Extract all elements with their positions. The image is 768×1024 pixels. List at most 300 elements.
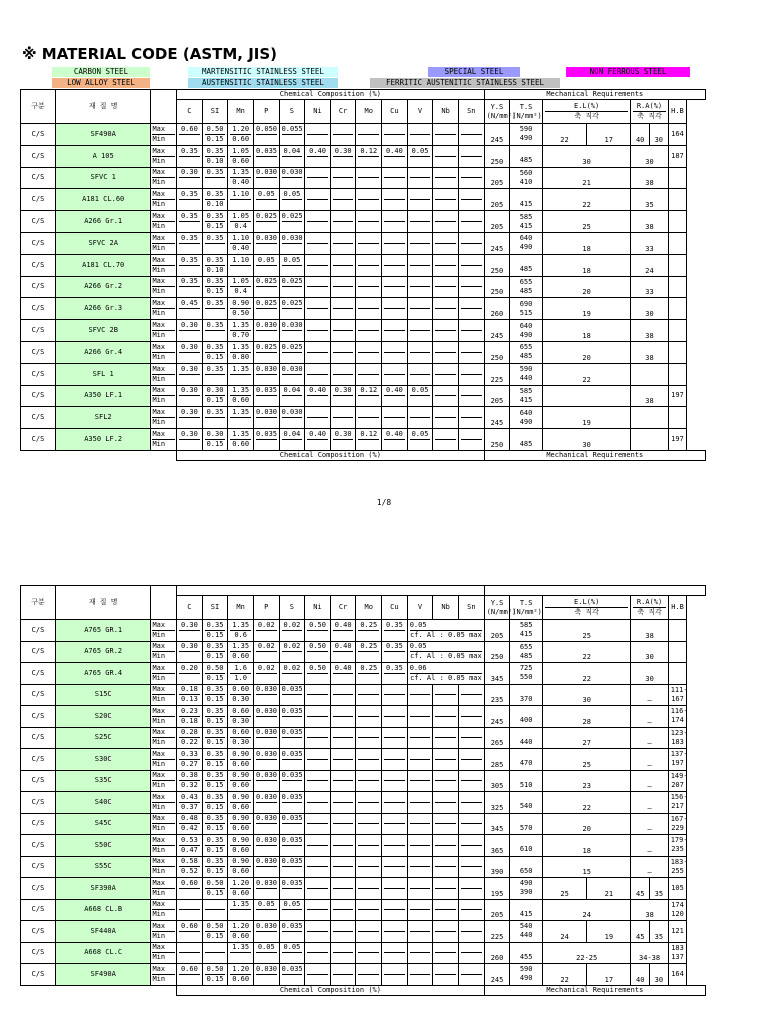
min-value (307, 695, 328, 704)
tensile-strength (510, 641, 543, 663)
material-name: SF490A (55, 964, 151, 986)
header-element: Sn (458, 100, 484, 124)
min-value (230, 200, 251, 209)
max-min-label (151, 145, 177, 167)
min-value (205, 910, 226, 919)
ts-bottom: 490 (519, 330, 533, 339)
max-value: 0.30 (334, 386, 352, 395)
max-value: 0.030 (255, 233, 278, 242)
max-value (307, 707, 328, 717)
max-value (333, 212, 354, 222)
yield-strength: 205 (484, 385, 510, 407)
tensile-strength (510, 363, 543, 385)
max-min-label (151, 663, 177, 685)
min-value: 0.60 (232, 396, 250, 405)
element-value (356, 727, 382, 749)
max-value (333, 900, 354, 910)
max-label: Max (152, 685, 175, 695)
row-class: C/S (21, 899, 56, 921)
min-label: Min (152, 309, 166, 318)
max-value (410, 771, 431, 781)
min-value (435, 309, 456, 318)
min-value (435, 695, 456, 704)
min-value (384, 824, 405, 833)
min-label: Min (152, 418, 166, 427)
material-name: SF490A (55, 124, 151, 146)
hardness: 137-197 (668, 749, 687, 771)
min-value: 0.60 (232, 440, 250, 449)
element-value (433, 298, 459, 320)
element-value (279, 641, 305, 663)
max-value: 0.05 (410, 642, 482, 652)
min-label: Min (152, 716, 166, 725)
el-transverse: 17 (587, 964, 631, 986)
max-value: 0.40 (309, 430, 326, 439)
max-value: 0.05 (257, 255, 275, 264)
max-value (205, 900, 226, 910)
element-value (177, 145, 203, 167)
row-class: C/S (21, 341, 56, 363)
min-value: 0.80 (232, 352, 250, 361)
table-row (21, 835, 748, 857)
header-ax-jik: 축 직각 (574, 112, 599, 120)
element-value (253, 749, 279, 771)
min-value (179, 674, 200, 683)
min-value (282, 309, 303, 318)
element-value (356, 145, 382, 167)
element-value (228, 320, 254, 342)
min-value (435, 418, 456, 427)
row-class: C/S (21, 770, 56, 792)
element-value (305, 856, 331, 878)
max-value (307, 685, 328, 695)
min-value (333, 331, 354, 340)
max-value (384, 212, 405, 222)
footer-blank (21, 985, 177, 995)
max-value: 1.35 (232, 342, 250, 351)
max-min-label (151, 684, 177, 706)
min-value (333, 440, 354, 449)
min-value: 0.15 (206, 134, 224, 143)
header-maxmin (151, 90, 177, 124)
min-value (307, 760, 328, 769)
max-value: 0.35 (385, 663, 403, 672)
min-label: Min (152, 374, 166, 383)
element-value (202, 620, 228, 642)
el-value: 24 (542, 899, 631, 921)
tensile-strength (510, 921, 543, 943)
element-value (253, 835, 279, 857)
yield-strength: 225 (484, 921, 510, 943)
element-value (279, 878, 305, 900)
ra-value: 33 (631, 276, 668, 298)
yield-strength: 205 (484, 620, 510, 642)
min-value (410, 309, 431, 318)
min-value (256, 889, 277, 898)
max-value: 0.035 (281, 792, 303, 801)
element-value (177, 856, 203, 878)
material-name: A266 Gr.4 (55, 341, 151, 363)
min-value: 0.30 (232, 716, 250, 725)
min-value (435, 760, 456, 769)
element-value (279, 189, 305, 211)
max-value: 1.35 (232, 386, 250, 395)
ts-top: 590 (519, 965, 533, 974)
min-value (179, 375, 200, 384)
max-value: 0.60 (180, 921, 198, 930)
min-value: 0.4 (234, 222, 247, 231)
min-value (384, 932, 405, 941)
max-value (358, 125, 379, 135)
min-value (410, 440, 431, 449)
max-value (384, 299, 405, 309)
element-value (228, 254, 254, 276)
header-ax-jik: 축 직각 (574, 608, 599, 616)
header-ts (510, 596, 543, 620)
min-value (307, 781, 328, 790)
element-value (202, 145, 228, 167)
element-value (356, 254, 382, 276)
max-value (358, 277, 379, 287)
element-value (458, 276, 484, 298)
element-value (228, 921, 254, 943)
element-value (407, 385, 433, 407)
table-row (21, 254, 748, 276)
max-value: 0.035 (281, 749, 303, 758)
min-value (435, 353, 456, 362)
hardness: 105 (668, 878, 687, 900)
max-value: 0.030 (255, 835, 278, 844)
element-value (407, 727, 433, 749)
element-value (356, 749, 382, 771)
max-value (410, 879, 431, 889)
max-min-label (151, 385, 177, 407)
header-element: V (407, 596, 433, 620)
min-value (358, 975, 379, 984)
el-value: 30 (542, 684, 631, 706)
max-min-label (151, 770, 177, 792)
ra-axial: 40 (631, 964, 650, 986)
yield-strength: 205 (484, 167, 510, 189)
table-row (21, 620, 748, 642)
yield-strength: 260 (484, 942, 510, 964)
legend-item: NON FERROUS STEEL (566, 67, 690, 77)
element-value (356, 363, 382, 385)
min-value (358, 910, 379, 919)
hardness (668, 298, 687, 320)
element-value (177, 942, 203, 964)
material-name: SFL2 (55, 407, 151, 429)
element-value (177, 727, 203, 749)
max-value: 0.30 (180, 620, 198, 629)
element-value (407, 921, 433, 943)
min-label: Min (152, 396, 166, 405)
table-row (21, 641, 748, 663)
row-class: C/S (21, 835, 56, 857)
min-value (358, 135, 379, 144)
ts-top (512, 147, 540, 156)
max-value (358, 168, 379, 178)
element-value (177, 835, 203, 857)
element-value (433, 124, 459, 146)
max-min-label (151, 124, 177, 146)
max-value (435, 965, 456, 975)
max-value: 0.050 (255, 124, 278, 133)
el-value: 19 (542, 407, 631, 429)
min-value (307, 932, 328, 941)
max-value (461, 212, 482, 222)
max-value: 0.18 (180, 685, 198, 694)
min-value: 0.22 (180, 738, 198, 747)
min-value (307, 266, 328, 275)
element-value (202, 749, 228, 771)
element-value (177, 232, 203, 254)
min-value (333, 717, 354, 726)
header-element: Cr (330, 100, 356, 124)
max-value: 0.12 (360, 386, 378, 395)
max-value (435, 256, 456, 266)
element-value (305, 663, 331, 685)
max-value: 0.055 (281, 124, 303, 133)
max-label: Max (152, 299, 175, 309)
element-value (177, 167, 203, 189)
element-value (177, 124, 203, 146)
element-value (305, 167, 331, 189)
max-value (358, 408, 379, 418)
min-value (230, 266, 251, 275)
max-value (307, 793, 328, 803)
element-value (433, 813, 459, 835)
min-value (282, 824, 303, 833)
element-value (382, 706, 408, 728)
element-value (458, 363, 484, 385)
min-value: 0.40 (232, 178, 250, 187)
max-value (461, 793, 482, 803)
element-value (305, 899, 331, 921)
max-value: 0.35 (180, 255, 198, 264)
ts-top (512, 901, 540, 910)
max-value (307, 771, 328, 781)
min-value: cf. Al : 0.05 max (410, 630, 482, 639)
element-value (253, 124, 279, 146)
table-row (21, 211, 748, 233)
min-value (256, 910, 277, 919)
max-value: 0.04 (283, 386, 301, 395)
min-value (435, 867, 456, 876)
element-value (382, 663, 408, 685)
table-row (21, 792, 748, 814)
ra-value: 38 (631, 620, 668, 642)
element-value (458, 964, 484, 986)
max-value (358, 943, 379, 953)
element-value (279, 835, 305, 857)
element-value (330, 835, 356, 857)
element-value (330, 385, 356, 407)
min-value (410, 932, 431, 941)
ts-bottom: 510 (519, 780, 533, 789)
el-value: 25 (542, 211, 631, 233)
max-label: Max (152, 965, 175, 975)
material-name: A668 CL.C (55, 942, 151, 964)
max-value: 0.50 (309, 663, 326, 672)
element-value (433, 429, 459, 451)
table-row (21, 429, 748, 451)
element-value (279, 792, 305, 814)
element-value (433, 899, 459, 921)
min-value (230, 953, 251, 962)
element-value (330, 145, 356, 167)
min-value (205, 244, 226, 253)
max-value: 0.06 (410, 664, 482, 674)
max-value: 0.035 (281, 964, 303, 973)
min-label: Min (152, 287, 166, 296)
element-value (279, 770, 305, 792)
element-value (228, 835, 254, 857)
element-value (228, 385, 254, 407)
max-value (333, 707, 354, 717)
max-value: 1.20 (232, 921, 250, 930)
ts-top (512, 836, 540, 845)
element-value (407, 145, 433, 167)
max-value (461, 857, 482, 867)
element-value (305, 363, 331, 385)
max-value (410, 750, 431, 760)
min-value (333, 309, 354, 318)
element-value (177, 341, 203, 363)
element-value (228, 641, 254, 663)
element-value (202, 770, 228, 792)
min-value (461, 135, 482, 144)
element-value (202, 232, 228, 254)
min-value (333, 631, 354, 640)
min-label: Min (152, 845, 166, 854)
max-value (435, 190, 456, 200)
min-value: 0.50 (232, 309, 250, 318)
min-value (230, 910, 251, 919)
min-value (410, 803, 431, 812)
element-value (356, 964, 382, 986)
element-value (253, 770, 279, 792)
max-value (384, 922, 405, 932)
max-value (307, 943, 328, 953)
min-value: 0.15 (206, 630, 224, 639)
element-value (177, 749, 203, 771)
max-value (435, 234, 456, 244)
element-value (305, 189, 331, 211)
max-value: 0.50 (206, 663, 224, 672)
header-gubun: 구분 (21, 90, 56, 124)
min-value (256, 867, 277, 876)
element-value (382, 856, 408, 878)
max-value: 0.05 (257, 943, 275, 952)
ra-value: 38 (631, 320, 668, 342)
element-value (407, 620, 484, 642)
max-value: 1.10 (232, 255, 250, 264)
header-ts-label: T.S (519, 102, 533, 111)
ts-top: 590 (519, 125, 533, 134)
min-value (307, 200, 328, 209)
min-value (307, 846, 328, 855)
element-value (407, 232, 433, 254)
min-value (307, 418, 328, 427)
ts-top: 640 (519, 408, 533, 417)
max-value: 0.35 (180, 212, 198, 221)
max-value: 0.53 (180, 835, 198, 844)
min-value (410, 760, 431, 769)
max-value (461, 168, 482, 178)
header-element: C (177, 100, 203, 124)
legend-item: CARBON STEEL (52, 67, 150, 77)
min-value (179, 889, 200, 898)
min-label: Min (152, 824, 166, 833)
min-value: 0.52 (180, 867, 198, 876)
max-value (410, 943, 431, 953)
min-value (307, 396, 328, 405)
tensile-strength (510, 167, 543, 189)
max-min-label (151, 727, 177, 749)
element-value (382, 835, 408, 857)
min-value (179, 135, 200, 144)
element-value (202, 964, 228, 986)
element-value (202, 921, 228, 943)
max-value: 0.40 (309, 146, 326, 155)
element-value (407, 124, 433, 146)
max-value: 1.05 (232, 146, 250, 155)
min-label: Min (152, 759, 166, 768)
max-value (307, 299, 328, 309)
element-value (202, 276, 228, 298)
ts-bottom: 490 (519, 134, 533, 143)
element-value (253, 921, 279, 943)
element-value (433, 792, 459, 814)
element-value (177, 385, 203, 407)
el-axial: 22 (542, 124, 586, 146)
min-value (461, 867, 482, 876)
element-value (305, 429, 331, 451)
min-value (333, 781, 354, 790)
min-value: 0.15 (206, 287, 224, 296)
row-class: C/S (21, 407, 56, 429)
max-value (461, 234, 482, 244)
min-value (435, 266, 456, 275)
max-value (435, 814, 456, 824)
element-value (228, 298, 254, 320)
header-element: Nb (433, 100, 459, 124)
min-value (256, 781, 277, 790)
max-value (333, 943, 354, 953)
element-value (382, 770, 408, 792)
tensile-strength (510, 124, 543, 146)
max-value: 0.50 (309, 642, 326, 651)
element-value (228, 663, 254, 685)
max-label: Max (152, 125, 175, 135)
min-value (435, 222, 456, 231)
max-value (435, 125, 456, 135)
max-value (358, 900, 379, 910)
max-value (435, 793, 456, 803)
min-value: 0.15 (206, 695, 224, 704)
table-row (21, 407, 748, 429)
min-value (307, 717, 328, 726)
max-value: 0.04 (283, 430, 301, 439)
max-value: 0.35 (206, 212, 224, 221)
element-value (382, 899, 408, 921)
max-label: Max (152, 430, 175, 440)
hardness (668, 276, 687, 298)
element-value (382, 254, 408, 276)
element-value (433, 341, 459, 363)
max-value: 0.035 (281, 814, 303, 823)
